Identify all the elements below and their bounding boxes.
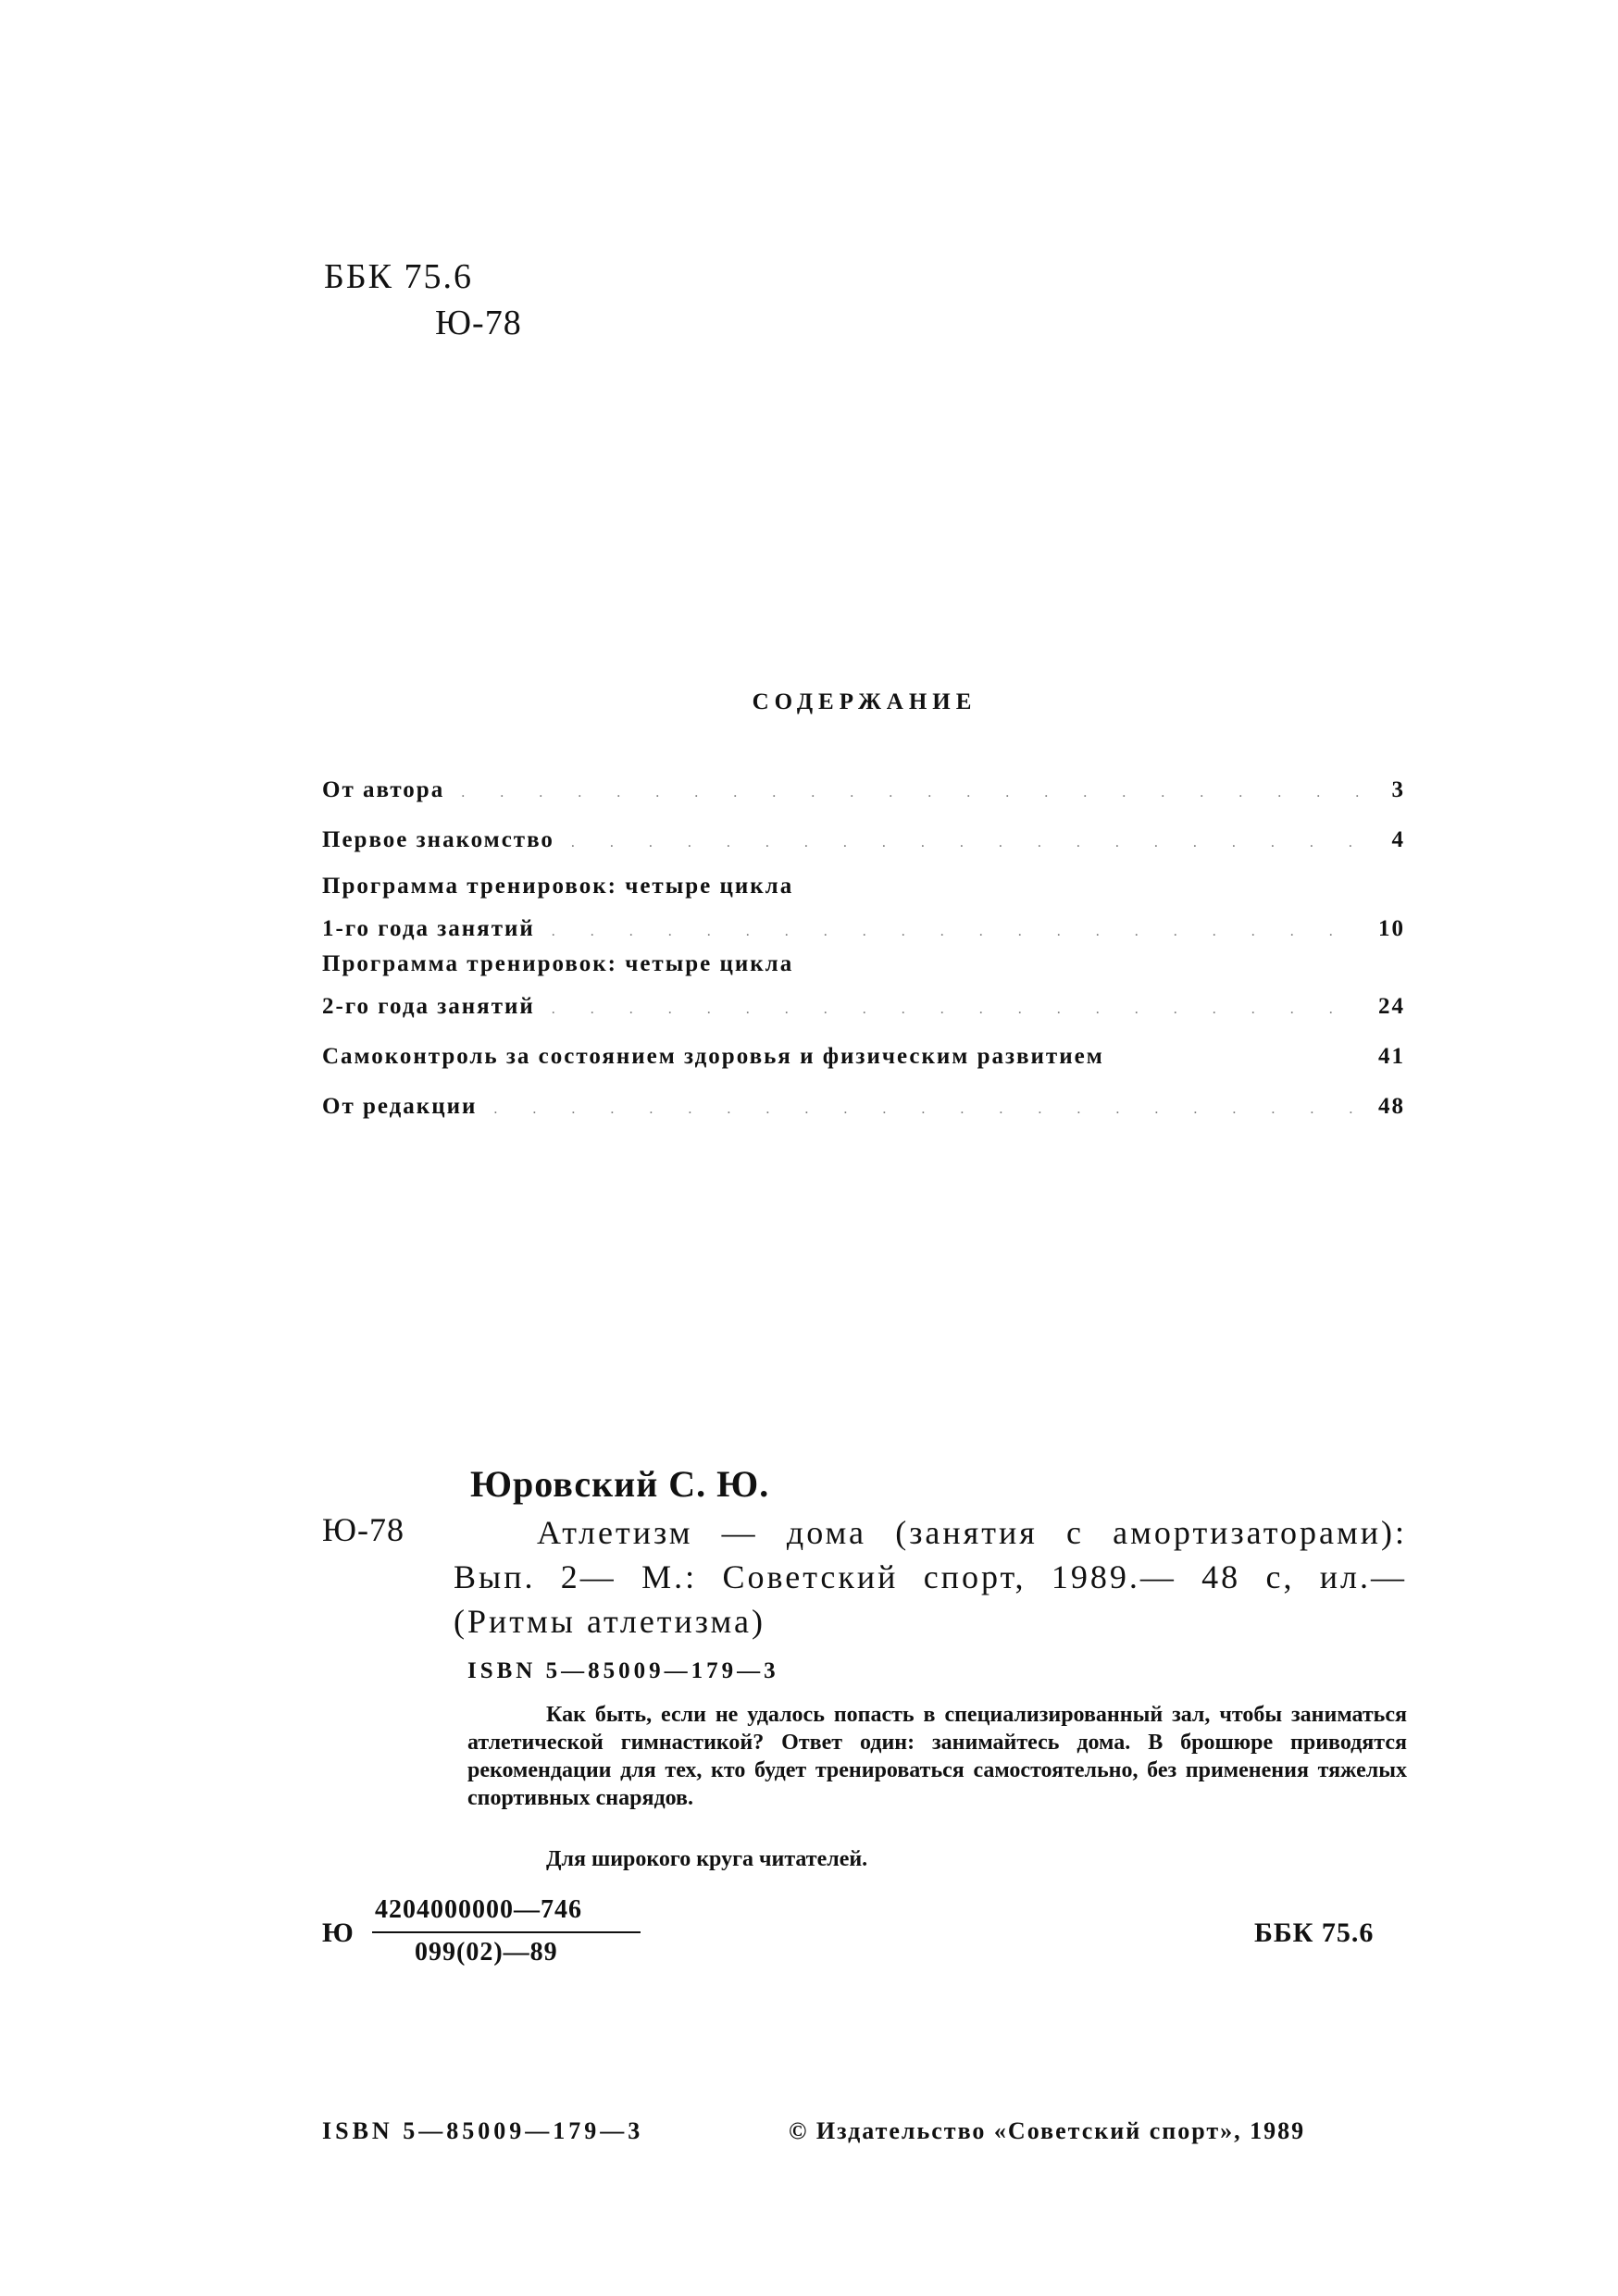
- audience-note: Для широкого круга читателей.: [546, 1847, 868, 1871]
- card-author-mark: Ю-78: [322, 1511, 404, 1548]
- card-isbn: ISBN 5—85009—179—3: [467, 1658, 779, 1683]
- toc-item-label: От редакции: [322, 1094, 478, 1119]
- annotation: [467, 1701, 1407, 1812]
- footer-copyright: © Издательство «Советский спорт», 1989: [789, 2117, 1306, 2144]
- bibliographic-description: [454, 1510, 1407, 1644]
- bbk-code: ББК 75.6: [324, 257, 473, 296]
- toc-item-label: Первое знакомство: [322, 827, 554, 852]
- index-numerator: 4204000000—746: [375, 1895, 582, 1924]
- toc-leader-dots: [552, 1001, 1362, 1018]
- toc-item: [322, 951, 1405, 983]
- toc-item-page: 3: [1391, 777, 1405, 802]
- toc-item: [322, 874, 1405, 905]
- card-bbk-code: ББК 75.6: [1254, 1917, 1375, 1948]
- toc-leader-dots: [552, 924, 1362, 940]
- footer-isbn: ISBN 5—85009—179—3: [322, 2117, 644, 2144]
- toc-item-page: 10: [1378, 916, 1405, 941]
- index-denominator: 099(02)—89: [415, 1938, 558, 1967]
- index-letter: Ю: [322, 1917, 354, 1948]
- toc-item: [322, 1094, 1405, 1125]
- toc-item-label: От автора: [322, 777, 445, 802]
- bibliographic-text: Атлетизм — дома (занятия с амортизаторами): Вып. 2— М.: Советский спорт, 1989.— 48 с, ил.— (Ритмы атлетизма): [454, 1514, 1407, 1640]
- toc-item: [322, 916, 1405, 948]
- toc-item-label: 2-го года занятий: [322, 994, 535, 1019]
- toc-item: [322, 827, 1405, 859]
- annotation-text: Как быть, если не удалось попасть в специализированный зал, чтобы заниматься атлетической гимнастикой? Ответ один: занимайтесь дома. В брошюре приводятся рекомендации для тех, кто будет тренироваться самостоятельно, без применения тяжелых спортивных снарядов.: [467, 1703, 1407, 1810]
- toc-leader-dots: [493, 1101, 1362, 1118]
- toc-item-page: 4: [1391, 827, 1405, 852]
- contents-heading: СОДЕРЖАНИЕ: [752, 689, 977, 714]
- toc-item-label: Программа тренировок: четыре цикла: [322, 874, 794, 899]
- toc-item: [322, 1044, 1405, 1075]
- toc-item: [322, 777, 1405, 809]
- card-author: Юровский С. Ю.: [470, 1463, 770, 1505]
- toc-leader-dots: [571, 835, 1375, 851]
- toc-item-page: 41: [1378, 1044, 1405, 1069]
- toc-item-label: Программа тренировок: четыре цикла: [322, 951, 794, 976]
- toc-leader-dots: [461, 785, 1375, 801]
- fraction-line: [372, 1931, 641, 1933]
- toc-item: [322, 994, 1405, 1025]
- toc-item-page: 48: [1378, 1094, 1405, 1119]
- author-mark-code: Ю-78: [435, 304, 522, 342]
- toc-item-label: Самоконтроль за состоянием здоровья и физическим развитием: [322, 1044, 1104, 1069]
- toc-item-label: 1-го года занятий: [322, 916, 535, 941]
- toc-item-page: 24: [1378, 994, 1405, 1019]
